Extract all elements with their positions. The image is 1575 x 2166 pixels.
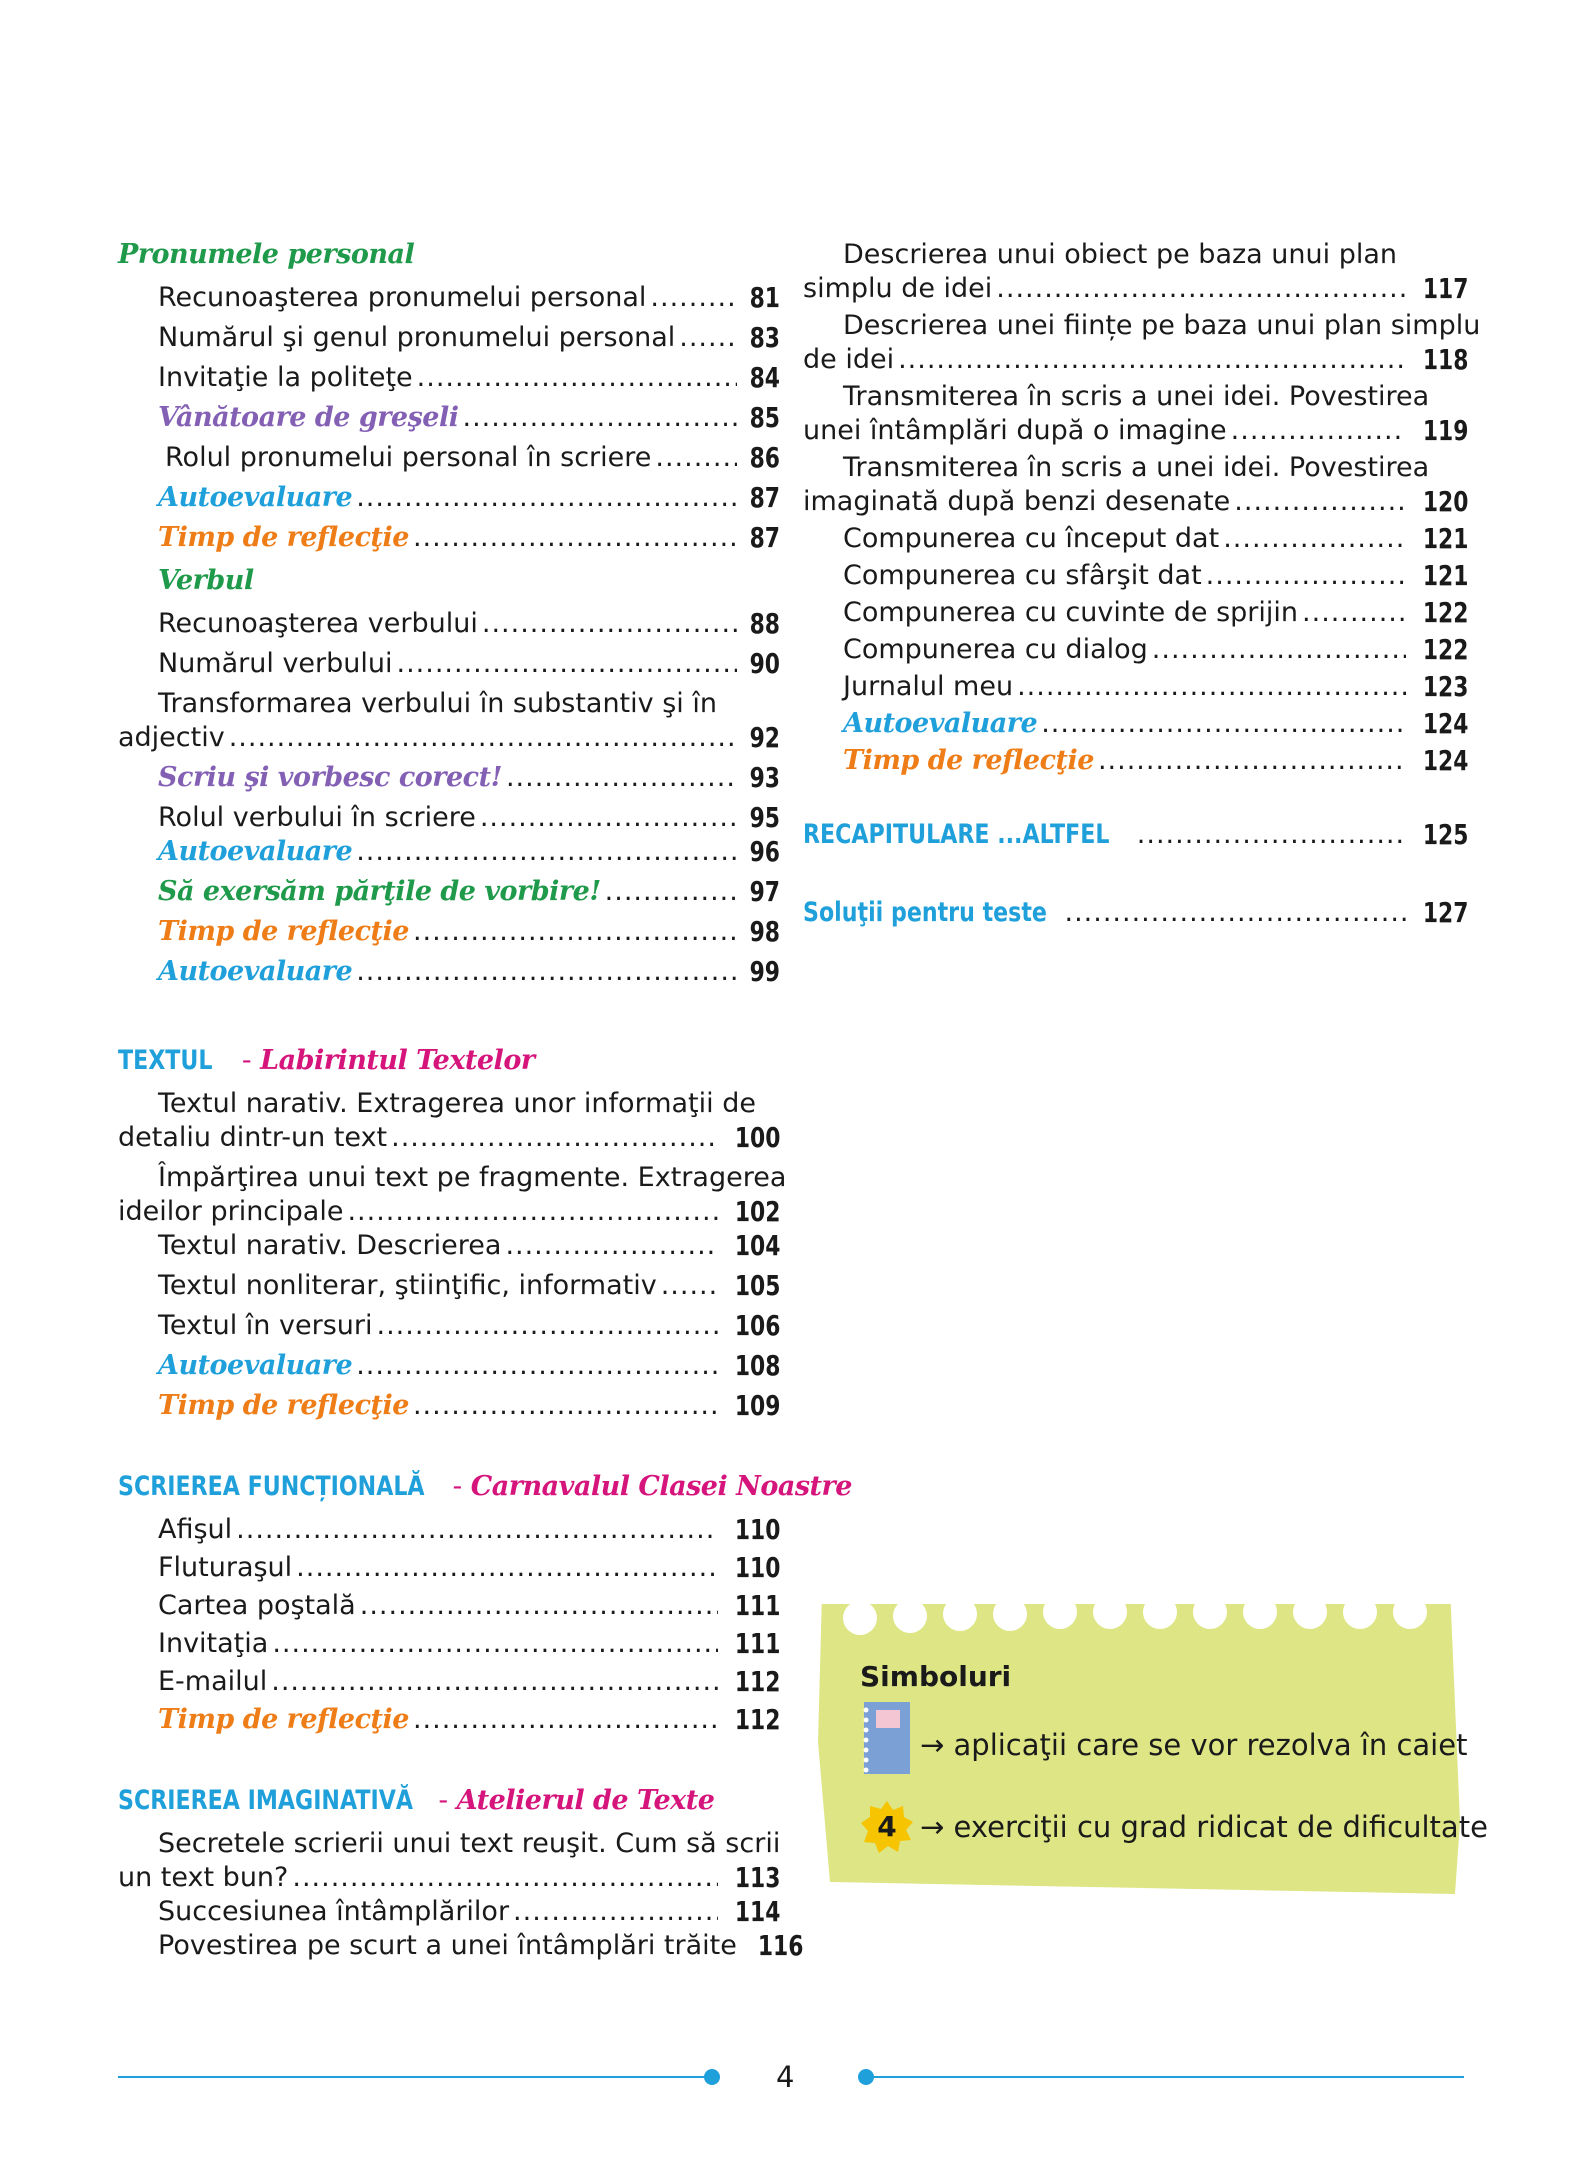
- footer-rule-right: [866, 2076, 1464, 2078]
- toc-entry[interactable]: Rolul pronumelui personal în scriere ..... 86: [118, 441, 780, 475]
- toc-entry-autoevaluare[interactable]: Autoevaluare ..... 108: [118, 1349, 780, 1383]
- section-heading-textul: TEXTUL - Labirintul Textelor: [118, 1045, 535, 1076]
- toc-entry-timp-reflectie[interactable]: Timp de reflecţie ..... 124: [803, 744, 1468, 778]
- toc-entry-timp-reflectie[interactable]: Timp de reflecţie ..... 112: [118, 1703, 780, 1737]
- toc-entry[interactable]: Fluturaşul ..... 110: [118, 1551, 780, 1585]
- toc-entry[interactable]: Povestirea pe scurt a unei întâmplări trăite 116: [158, 1929, 804, 1962]
- toc-entry[interactable]: Numărul şi genul pronumelui personal ..... 83: [118, 321, 780, 355]
- toc-entry[interactable]: Compunerea cu sfârşit dat ..... 121: [803, 559, 1468, 593]
- toc-entry-vanatoare[interactable]: Vânătoare de greşeli ..... 85: [118, 401, 780, 435]
- toc-entry[interactable]: Recunoaşterea pronumelui personal ..... 81: [118, 281, 780, 315]
- toc-entry[interactable]: Compunerea cu început dat ..... 121: [803, 522, 1468, 556]
- toc-entry-multiline[interactable]: Transformarea verbului în substantiv şi în adjectiv ..... 92: [118, 687, 780, 755]
- toc-entry[interactable]: Textul în versuri ..... 106: [118, 1309, 780, 1343]
- section-heading-pronume: Pronumele personal: [118, 239, 415, 270]
- star-description: → exerciţii cu grad ridicat de dificultate: [920, 1810, 1488, 1844]
- toc-entry-autoevaluare[interactable]: Autoevaluare ..... 96: [118, 835, 780, 869]
- toc-entry-exersam[interactable]: Să exersăm părţile de vorbire! ..... 97: [118, 875, 780, 909]
- symbols-title: Simboluri: [860, 1660, 1012, 1693]
- toc-entry[interactable]: Numărul verbului ..... 90: [118, 647, 780, 681]
- star-number: 4: [877, 1810, 897, 1843]
- toc-left-column: [118, 235, 852, 1963]
- toc-entry-multiline[interactable]: Transmiterea în scris a unei idei. Povestirea imaginată după benzi desenate ..... 120: [803, 451, 1468, 519]
- toc-right-column: [803, 238, 1481, 930]
- toc-entry[interactable]: Invitaţie la politeţe ..... 84: [118, 361, 780, 395]
- notebook-description: → aplicaţii care se vor rezolva în caiet: [920, 1728, 1468, 1762]
- toc-entry[interactable]: Jurnalul meu ..... 123: [803, 670, 1468, 704]
- toc-entry-multiline[interactable]: Textul narativ. Extragerea unor informaţii de detaliu dintr-un text ..... 100: [118, 1087, 780, 1155]
- toc-entry-autoevaluare[interactable]: Autoevaluare ..... 87: [118, 481, 780, 515]
- toc-entry-multiline[interactable]: Împărţirea unui text pe fragmente. Extragerea ideilor principale ..... 102: [118, 1161, 780, 1229]
- footer-dot-left: [704, 2069, 720, 2085]
- toc-entry[interactable]: Succesiunea întâmplărilor ..... 114: [118, 1895, 780, 1929]
- toc-entry-recapitulare[interactable]: RECAPITULARE ...ALTFEL ..... 125: [803, 818, 1468, 852]
- footer-rule-left: [118, 2076, 710, 2078]
- toc-entry-autoevaluare[interactable]: Autoevaluare ..... 99: [118, 955, 780, 989]
- toc-entry-multiline[interactable]: Secretele scrierii unui text reuşit. Cum să scrii un text bun? ..... 113: [118, 1827, 780, 1895]
- section-heading-imaginativa: SCRIEREA IMAGINATIVĂ - Atelierul de Texte: [118, 1785, 715, 1816]
- toc-entry[interactable]: Textul narativ. Descrierea ..... 104: [118, 1229, 780, 1263]
- toc-entry-multiline[interactable]: Descrierea unei ființe pe baza unui plan simplu de idei ..... 118: [803, 309, 1468, 377]
- section-heading-verbul: Verbul: [158, 565, 254, 596]
- toc-entry-scriu[interactable]: Scriu şi vorbesc corect! ..... 93: [118, 761, 780, 795]
- notebook-icon: [860, 1700, 912, 1776]
- toc-entry[interactable]: Invitaţia ..... 111: [118, 1627, 780, 1661]
- toc-entry[interactable]: Compunerea cu cuvinte de sprijin ..... 122: [803, 596, 1468, 630]
- toc-entry-multiline[interactable]: Transmiterea în scris a unei idei. Povestirea unei întâmplări după o imagine ..... 119: [803, 380, 1468, 448]
- toc-entry[interactable]: Recunoaşterea verbului ..... 88: [118, 607, 780, 641]
- toc-entry-multiline[interactable]: Descrierea unui obiect pe baza unui plan simplu de idei ..... 117: [803, 238, 1468, 306]
- section-heading-functionala: SCRIEREA FUNCȚIONALĂ - Carnavalul Clasei Noastre: [118, 1471, 852, 1502]
- toc-entry[interactable]: E-mailul ..... 112: [118, 1665, 780, 1699]
- toc-entry-timp-reflectie[interactable]: Timp de reflecţie ..... 109: [118, 1389, 780, 1423]
- toc-entry[interactable]: Afişul ..... 110: [118, 1513, 780, 1547]
- toc-entry-timp-reflectie[interactable]: Timp de reflecţie ..... 98: [118, 915, 780, 949]
- toc-entry[interactable]: Compunerea cu dialog ..... 122: [803, 633, 1468, 667]
- toc-entry-timp-reflectie[interactable]: Timp de reflecţie ..... 87: [118, 521, 780, 555]
- page-number: 4: [776, 2060, 795, 2094]
- toc-entry[interactable]: Cartea poştală ..... 111: [118, 1589, 780, 1623]
- toc-entry[interactable]: Textul nonliterar, ştiinţific, informativ ..... 105: [118, 1269, 780, 1303]
- toc-entry[interactable]: Rolul verbului în scriere ..... 95: [118, 801, 780, 835]
- toc-entry-solutii[interactable]: Soluţii pentru teste ..... 127: [803, 896, 1468, 930]
- toc-entry-autoevaluare[interactable]: Autoevaluare ..... 124: [803, 707, 1468, 741]
